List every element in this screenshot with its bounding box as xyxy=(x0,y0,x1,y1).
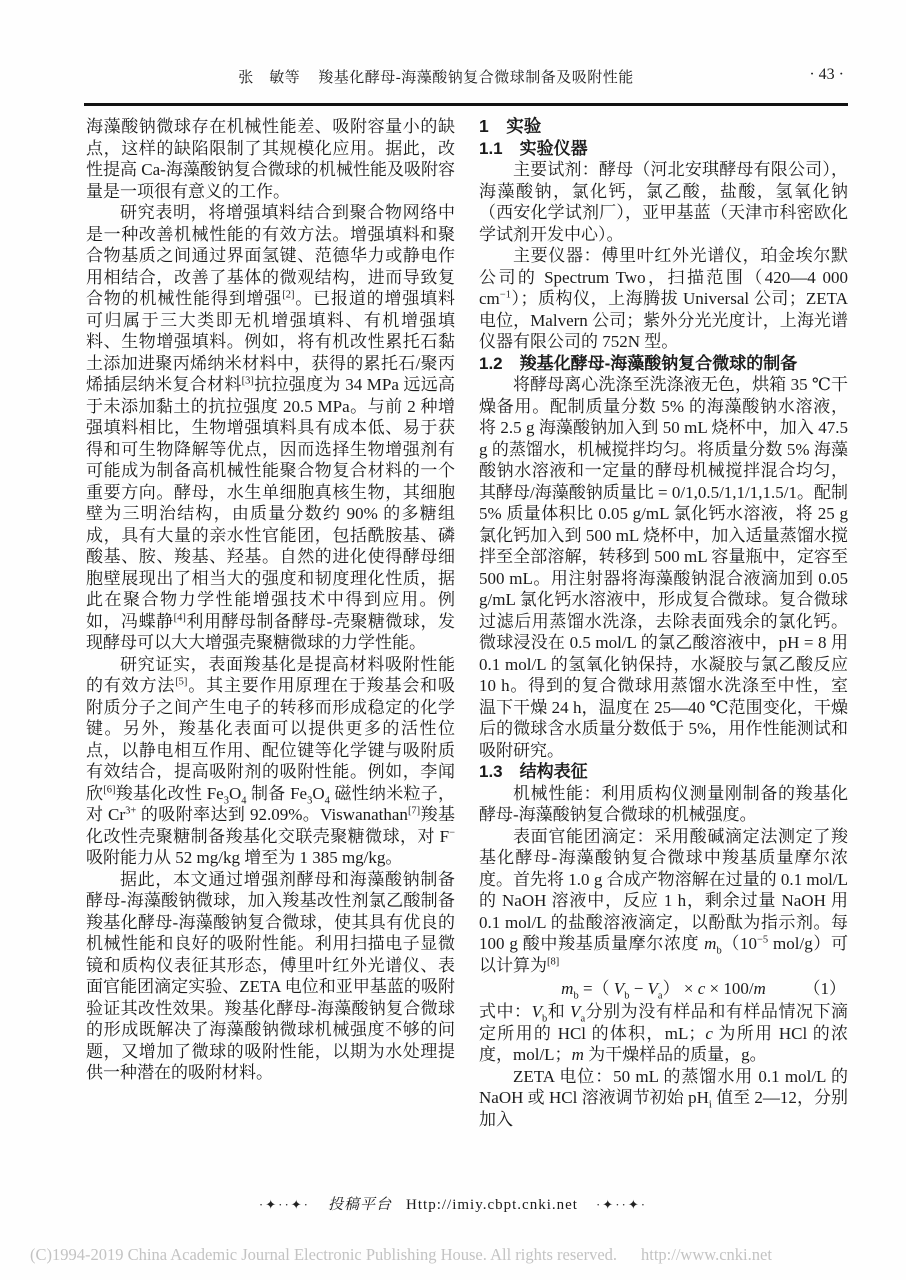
paragraph-zeta: ZETA 电位：50 mL 的蒸馏水用 0.1 mol/L 的 NaOH 或 HCl 溶液调节初始 $pH_i$ 值至 2—12，分别加入 xyxy=(479,1066,849,1129)
copyright-url: http://www.cnki.net xyxy=(641,1245,772,1264)
right-column xyxy=(479,116,848,1130)
running-head xyxy=(86,66,786,87)
paragraph-equation-where: 式中：$V_b$和 $V_a$分别为没有样品和有样品情况下滴定所用的 HCl 的体积，mL；c 为所用 HCl 的浓度，mol/L；m 为干燥样品的质量，g。 xyxy=(479,1002,848,1064)
paragraph: 海藻酸钠微球存在机械性能差、吸附容量小的缺点，这样的缺陷限制了其规模化应用。据此，改性提高 Ca-海藻酸钠复合微球的机械性能及吸附容量是一项很有意义的工作。 xyxy=(86,117,455,201)
section-heading-experiment: 1 实验 xyxy=(479,116,542,136)
equation-1 xyxy=(479,976,848,1001)
running-head-title: 羧基化酵母-海藻酸钠复合微球制备及吸附性能 xyxy=(318,70,634,86)
equation-expression: $m_b$ =（ $V_b - V_a) \times c \times 100/m$ xyxy=(561,979,766,1002)
submission-platform-url: Http://imiy.cbpt.cnki.net xyxy=(406,1197,578,1213)
paragraph: 研究证实，表面羧基化是提高材料吸附性能的有效方法[5]。其主要作用原理在于羧基会和吸附质分子之间产生电子的转移而形成稳定的化学键。另外，羧基化表面可以提供更多的活性位点，以静电相互作用、配位键等化学键与吸附质有效结合，提高吸附剂的吸附性能。例如，李闻欣[6]羧基化改性 $Fe_3O_4$ 制备 $Fe_3O_4$ 磁性纳米粒子，对 $Cr^{3+}$ 的吸附率达到 92.09%。Viswanathan[7]羧基化改性壳聚糖制备羧基化交联壳聚糖微球，对 F− 吸附能力从 52 mg/kg 增至为 1 385 mg/kg。 xyxy=(86,654,456,867)
equation-number: （1） xyxy=(803,979,846,998)
submission-platform-line xyxy=(0,1193,906,1214)
paragraph: 研究表明，将增强填料结合到聚合物网络中是一种改善机械性能的有效方法。增强填料和聚合物基质之间通过界面氢键、范德华力或静电作用相结合，改善了基体的微观结构，进而导致复合物的机械性能得到增强[2]。已报道的增强填料可归属于三大类即无机增强填料、有机增强填料、生物增强填料。例如，将有机改性累托石黏土添加进聚丙烯纳米材料中，获得的累托石/聚丙烯插层纳米复合材料[3]抗拉强度为 34 MPa 远远高于未添加黏土的抗拉强度 20.5 MPa。与前 2 种增强填料相比，生物增强填料具有成本低、易于获得和可生物降解等优点，因而选择生物增强剂有可能成为制备高机械性能聚合物复合材料的一个重要方向。酵母，水生单细胞真核生物，其细胞壁为三明治结构，由质量分数约 90% 的多糖组成，具有大量的亲水性官能团，包括酰胺基、磷酸基、胺、羧基、羟基。自然的进化使得酵母细胞壁展现出了相当大的强度和韧度理化性质，据此在聚合物力学性能增强技术中得到应用。例如，冯蝶静[4]利用酵母制备酵母-壳聚糖微球，发现酵母可以大大增强壳聚糖微球的力学性能。 xyxy=(86,203,456,652)
paragraph-instruments: 主要仪器：傅里叶红外光谱仪，珀金埃尔默公司的 Spectrum Two，扫描范围（420—4 000 $cm^{-1}$）；质构仪，上海腾拔 Universal 公司；ZETA 电位，Malvern 公司；紫外分光光度计，上海光谱仪器有限公司的 752N 型。 xyxy=(479,246,848,351)
header-rule xyxy=(84,103,848,106)
copyright-text: (C)1994-2019 China Academic Journal Electronic Publishing House. All rights reserved. xyxy=(30,1245,618,1264)
section-heading-preparation: 1.2 羧基化酵母-海藻酸钠复合微球的制备 xyxy=(479,353,798,373)
footer-ornament-right: ·✦··✦· xyxy=(595,1197,648,1212)
section-heading-instruments: 1.1 实验仪器 xyxy=(479,138,588,158)
left-column xyxy=(86,116,455,1130)
paragraph-titration: 表面官能团滴定：采用酸碱滴定法测定了羧基化酵母-海藻酸钠复合微球中羧基质量摩尔浓度。首先将 1.0 g 合成产物溶解在过量的 0.1 mol/L 的 NaOH 溶液中，反应 1 h，剩余过量 NaOH 用 0.1 mol/L 的盐酸溶液滴定，以酚酞为指示剂。每 100 g 酸中羧基质量摩尔浓度 $m_b(10^{-5}$ mol/g）可以计算为[8] xyxy=(479,826,849,975)
page-body xyxy=(86,116,848,1130)
submission-platform-label: 投稿平台 xyxy=(328,1197,393,1213)
footer-ornament-left: ·✦··✦· xyxy=(258,1197,311,1212)
paragraph-mechanical: 机械性能：利用质构仪测量刚制备的羧基化酵母-海藻酸钠复合微球的机械强度。 xyxy=(479,783,848,824)
page-number: · 43 · xyxy=(809,66,844,83)
paragraph-reagents: 主要试剂：酵母（河北安琪酵母有限公司），海藻酸钠，氯化钙，氯乙酸，盐酸，氢氧化钠（西安化学试剂厂），亚甲基蓝（天津市科密欧化学试剂开发中心）。 xyxy=(479,160,848,244)
paragraph: 据此，本文通过增强剂酵母和海藻酸钠制备酵母-海藻酸钠微球，加入羧基改性剂氯乙酸制备羧基化酵母-海藻酸钠复合微球，使其具有优良的机械性能和良好的吸附性能。利用扫描电子显微镜和质构仪表征其形态，傅里叶红外光谱仪、表面官能团滴定实验、ZETA 电位和亚甲基蓝的吸附验证其改性效果。羧基化酵母-海藻酸钠复合微球的形成既解决了海藻酸钠微球机械强度不够的问题，又增加了微球的吸附性能，以期为水处理提供一种潜在的吸附材料。 xyxy=(86,869,455,1082)
copyright-line xyxy=(30,1245,890,1265)
section-heading-characterization: 1.3 结构表征 xyxy=(479,762,588,781)
paragraph-preparation: 将酵母离心洗涤至洗涤液无色，烘箱 35 ℃干燥备用。配制质量分数 5% 的海藻酸钠水溶液，将 2.5 g 海藻酸钠加入到 50 mL 烧杯中，加入 47.5 g 的蒸馏水，机械搅拌均匀。将质量分数 5% 海藻酸钠水溶液和一定量的酵母机械搅拌混合均匀，其酵母/海藻酸钠质量比 = 0/1,0.5/1,1/1,1.5/1。配制 5% 质量体积比 0.05 g/mL 氯化钙水溶液，将 25 g 氯化钙加入到 500 mL 烧杯中，加入适量蒸馏水搅拌至全部溶解，转移到 500 mL 容量瓶中，定容至 500 mL。用注射器将海藻酸钠混合液滴加到 0.05 g/mL 氯化钙水溶液中，形成复合微球。复合微球过滤后用蒸馏水洗涤，去除表面残余的氯化钙。微球浸没在 0.5 mol/L 的氯乙酸溶液中，pH = 8 用 0.1 mol/L 的氢氧化钠保持，水凝胶与氯乙酸反应 10 h。得到的复合微球用蒸馏水洗涤至中性，室温下干燥 24 h，温度在 25—40 ℃范围变化，干燥后的微球含水质量分数低于 5%，用作性能测试和吸附研究。 xyxy=(479,375,848,760)
running-head-authors: 张 敏等 xyxy=(238,70,301,86)
